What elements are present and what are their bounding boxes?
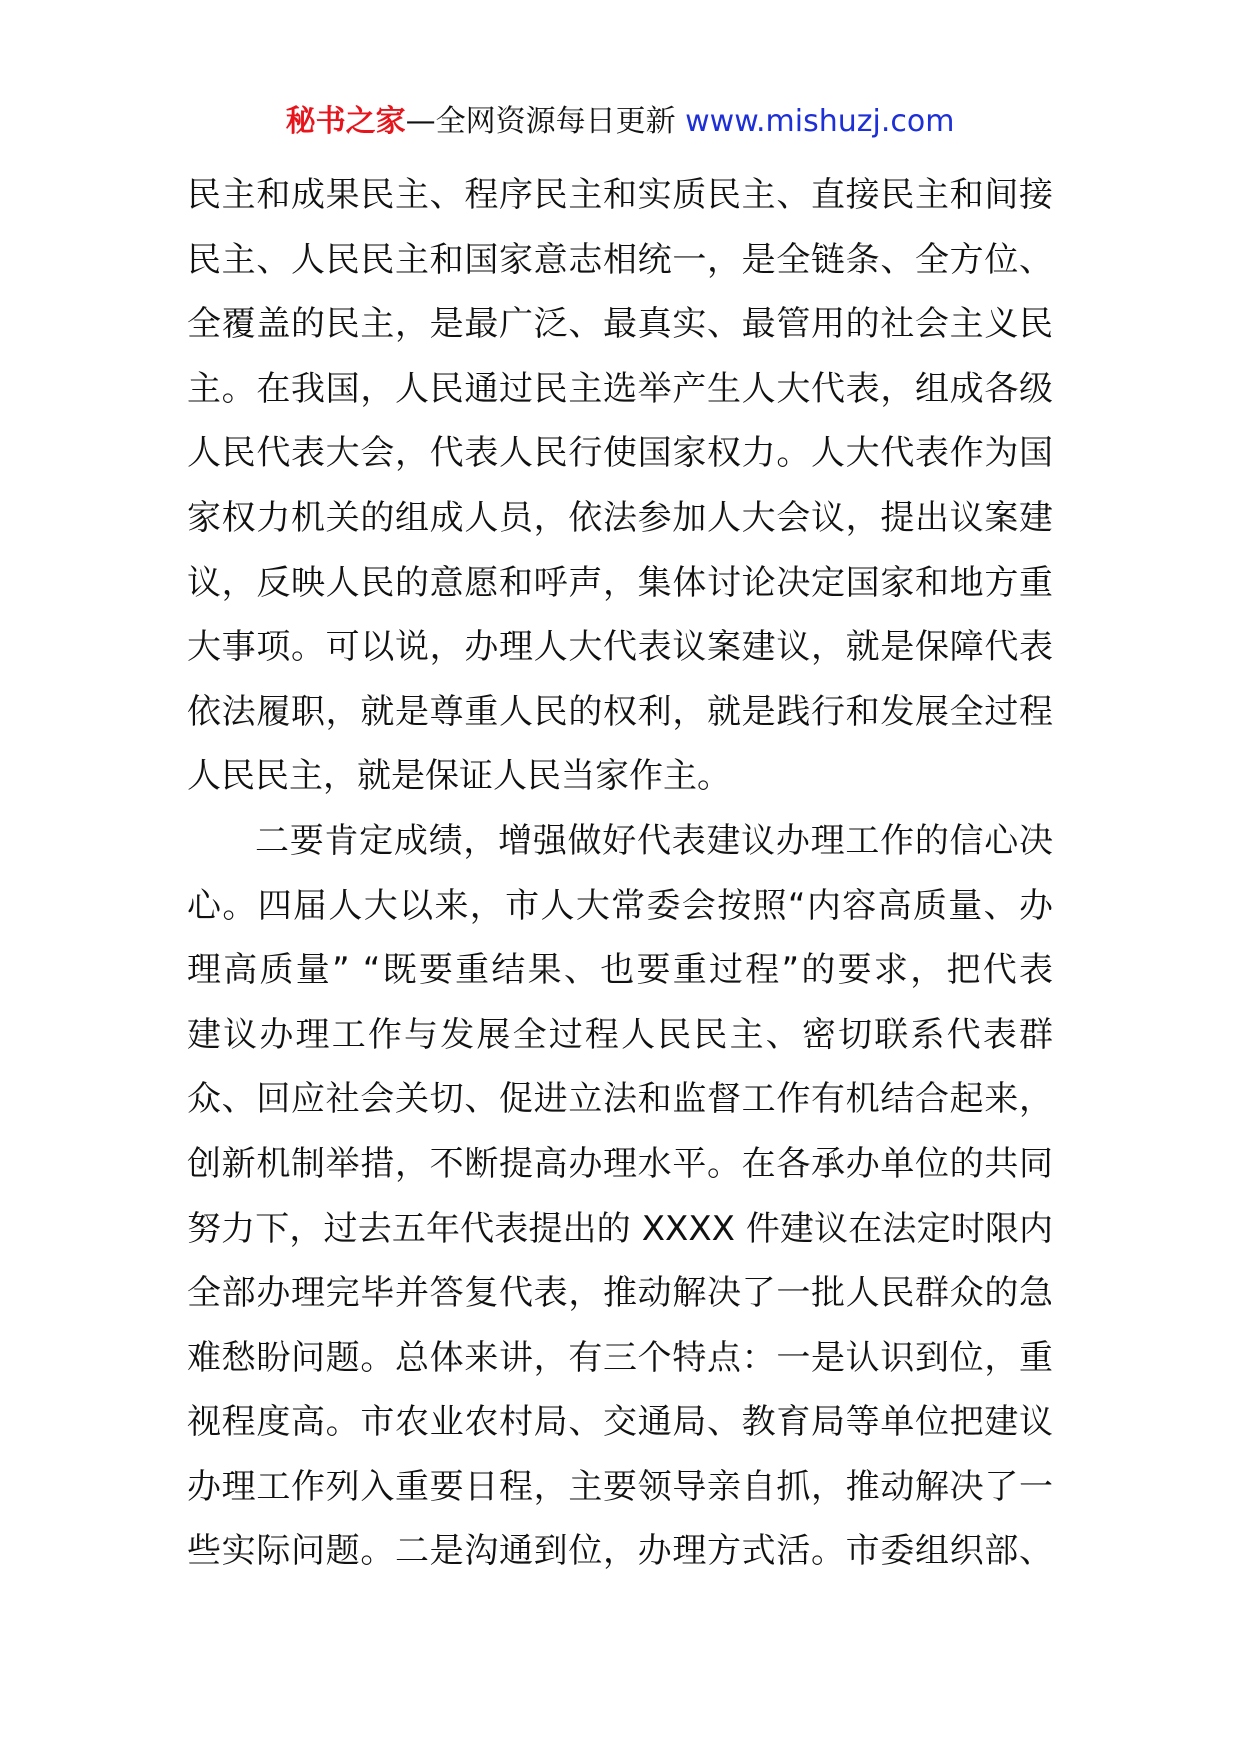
text-line: 建议办理工作与发展全过程人民民主、密切联系代表群 bbox=[187, 1014, 1053, 1055]
header-tagline: —全网资源每日更新 bbox=[405, 104, 686, 139]
text-line: 家权力机关的组成人员，依法参加人大会议，提出议案建 bbox=[187, 497, 1053, 538]
text-line: 办理工作列入重要日程，主要领导亲自抓，推动解决了一 bbox=[187, 1466, 1053, 1507]
text-line: 众、回应社会关切、促进立法和监督工作有机结合起来， bbox=[187, 1079, 1053, 1120]
document-body bbox=[187, 163, 1053, 1584]
text-line: 大事项。可以说，办理人大代表议案建议，就是保障代表 bbox=[187, 627, 1053, 668]
text-line: 全覆盖的民主，是最广泛、最真实、最管用的社会主义民 bbox=[187, 304, 1053, 345]
text-line: 依法履职，就是尊重人民的权利，就是践行和发展全过程 bbox=[187, 691, 1053, 732]
paragraph-end-line: 人民民主，就是保证人民当家作主。 bbox=[187, 756, 731, 797]
text-line: 些实际问题。二是沟通到位，办理方式活。市委组织部、 bbox=[187, 1531, 1053, 1572]
text-line: 议，反映人民的意愿和呼声，集体讨论决定国家和地方重 bbox=[187, 562, 1053, 603]
text-line: 民主、人民民主和国家意志相统一，是全链条、全方位、 bbox=[187, 239, 1053, 280]
paragraph-start-line: 二要肯定成绩，增强做好代表建议办理工作的信心决 bbox=[255, 820, 1053, 861]
watermark-header bbox=[0, 100, 1240, 144]
text-line: 全部办理完毕并答复代表，推动解决了一批人民群众的急 bbox=[187, 1273, 1053, 1314]
header-brand: 秘书之家 bbox=[285, 104, 406, 139]
text-line: 理高质量” “既要重结果、也要重过程”的要求，把代表 bbox=[187, 950, 1053, 991]
text-line: 创新机制举措，不断提高办理水平。在各承办单位的共同 bbox=[187, 1143, 1053, 1184]
text-line: 主。在我国，人民通过民主选举产生人大代表，组成各级 bbox=[187, 368, 1053, 409]
text-line: 民主和成果民主、程序民主和实质民主、直接民主和间接 bbox=[187, 175, 1053, 215]
text-line: 视程度高。市农业农村局、交通局、教育局等单位把建议 bbox=[187, 1402, 1053, 1443]
text-line: 心。四届人大以来，市人大常委会按照“内容高质量、办 bbox=[187, 885, 1053, 926]
text-line: 人民代表大会，代表人民行使国家权力。人大代表作为国 bbox=[187, 433, 1053, 474]
text-line: 努力下，过去五年代表提出的 XXXX 件建议在法定时限内 bbox=[187, 1208, 1053, 1249]
header-url-link[interactable]: www.mishuzj.com bbox=[685, 104, 955, 139]
text-line: 难愁盼问题。总体来讲，有三个特点：一是认识到位，重 bbox=[187, 1337, 1053, 1378]
